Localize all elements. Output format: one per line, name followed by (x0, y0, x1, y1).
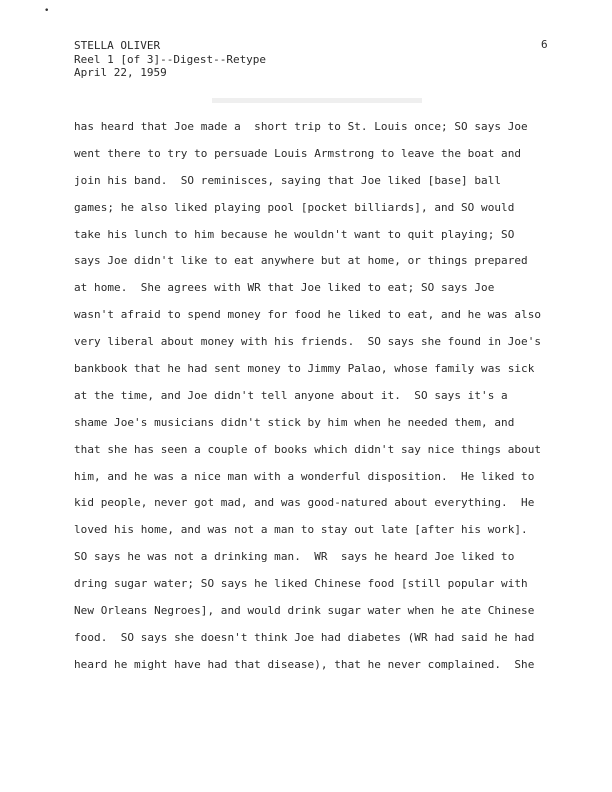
body-line: New Orleans Negroes], and would drink sugar water when he ate Chinese (74, 604, 535, 618)
body-line: SO says he was not a drinking man. WR says he heard Joe liked to (74, 550, 515, 564)
body-line: says Joe didn't like to eat anywhere but at home, or things prepared (74, 254, 528, 268)
header-name: STELLA OLIVER (74, 39, 161, 52)
body-line: wasn't afraid to spend money for food he liked to eat, and he was also (74, 308, 542, 322)
body-line: food. SO says she doesn't think Joe had diabetes (WR had said he had (74, 630, 535, 644)
body-line: at the time, and Joe didn't tell anyone about it. SO says it's a (74, 388, 508, 402)
body-text (74, 120, 584, 685)
corner-mark: • (44, 6, 50, 16)
body-line: join his band. SO reminisces, saying that Joe liked [base] ball (74, 173, 502, 187)
body-line: dring sugar water; SO says he liked Chinese food [still popular with (74, 577, 528, 591)
body-line: shame Joe's musicians didn't stick by him when he needed them, and (74, 415, 515, 429)
body-line: has heard that Joe made a short trip to St. Louis once; SO says Joe (74, 120, 528, 133)
body-line: him, and he was a nice man with a wonderful disposition. He liked to (74, 469, 535, 483)
body-line: loved his home, and was not a man to stay out late [after his work]. (74, 523, 528, 537)
page-number: 6 (541, 38, 548, 51)
body-line: that she has seen a couple of books which didn't say nice things about (74, 442, 542, 456)
header-reel: Reel 1 [of 3]--Digest--Retype (74, 52, 267, 66)
header-date: April 22, 1959 (74, 66, 167, 79)
body-line: heard he might have had that disease), that he never complained. She (74, 657, 535, 671)
body-line: take his lunch to him because he wouldn't want to quit playing; SO (74, 227, 515, 241)
body-line: games; he also liked playing pool [pocket billiards], and SO would (74, 200, 515, 214)
body-line: bankbook that he had sent money to Jimmy Palao, whose family was sick (74, 362, 535, 376)
body-line: kid people, never got mad, and was good-natured about everything. He (74, 496, 535, 510)
body-line: very liberal about money with his friends. SO says she found in Joe's (74, 335, 542, 349)
body-line: at home. She agrees with WR that Joe liked to eat; SO says Joe (74, 281, 495, 295)
document-header (74, 39, 266, 80)
bleed-through-smudge (212, 94, 422, 106)
body-line: went there to try to persuade Louis Armstrong to leave the boat and (74, 146, 522, 160)
